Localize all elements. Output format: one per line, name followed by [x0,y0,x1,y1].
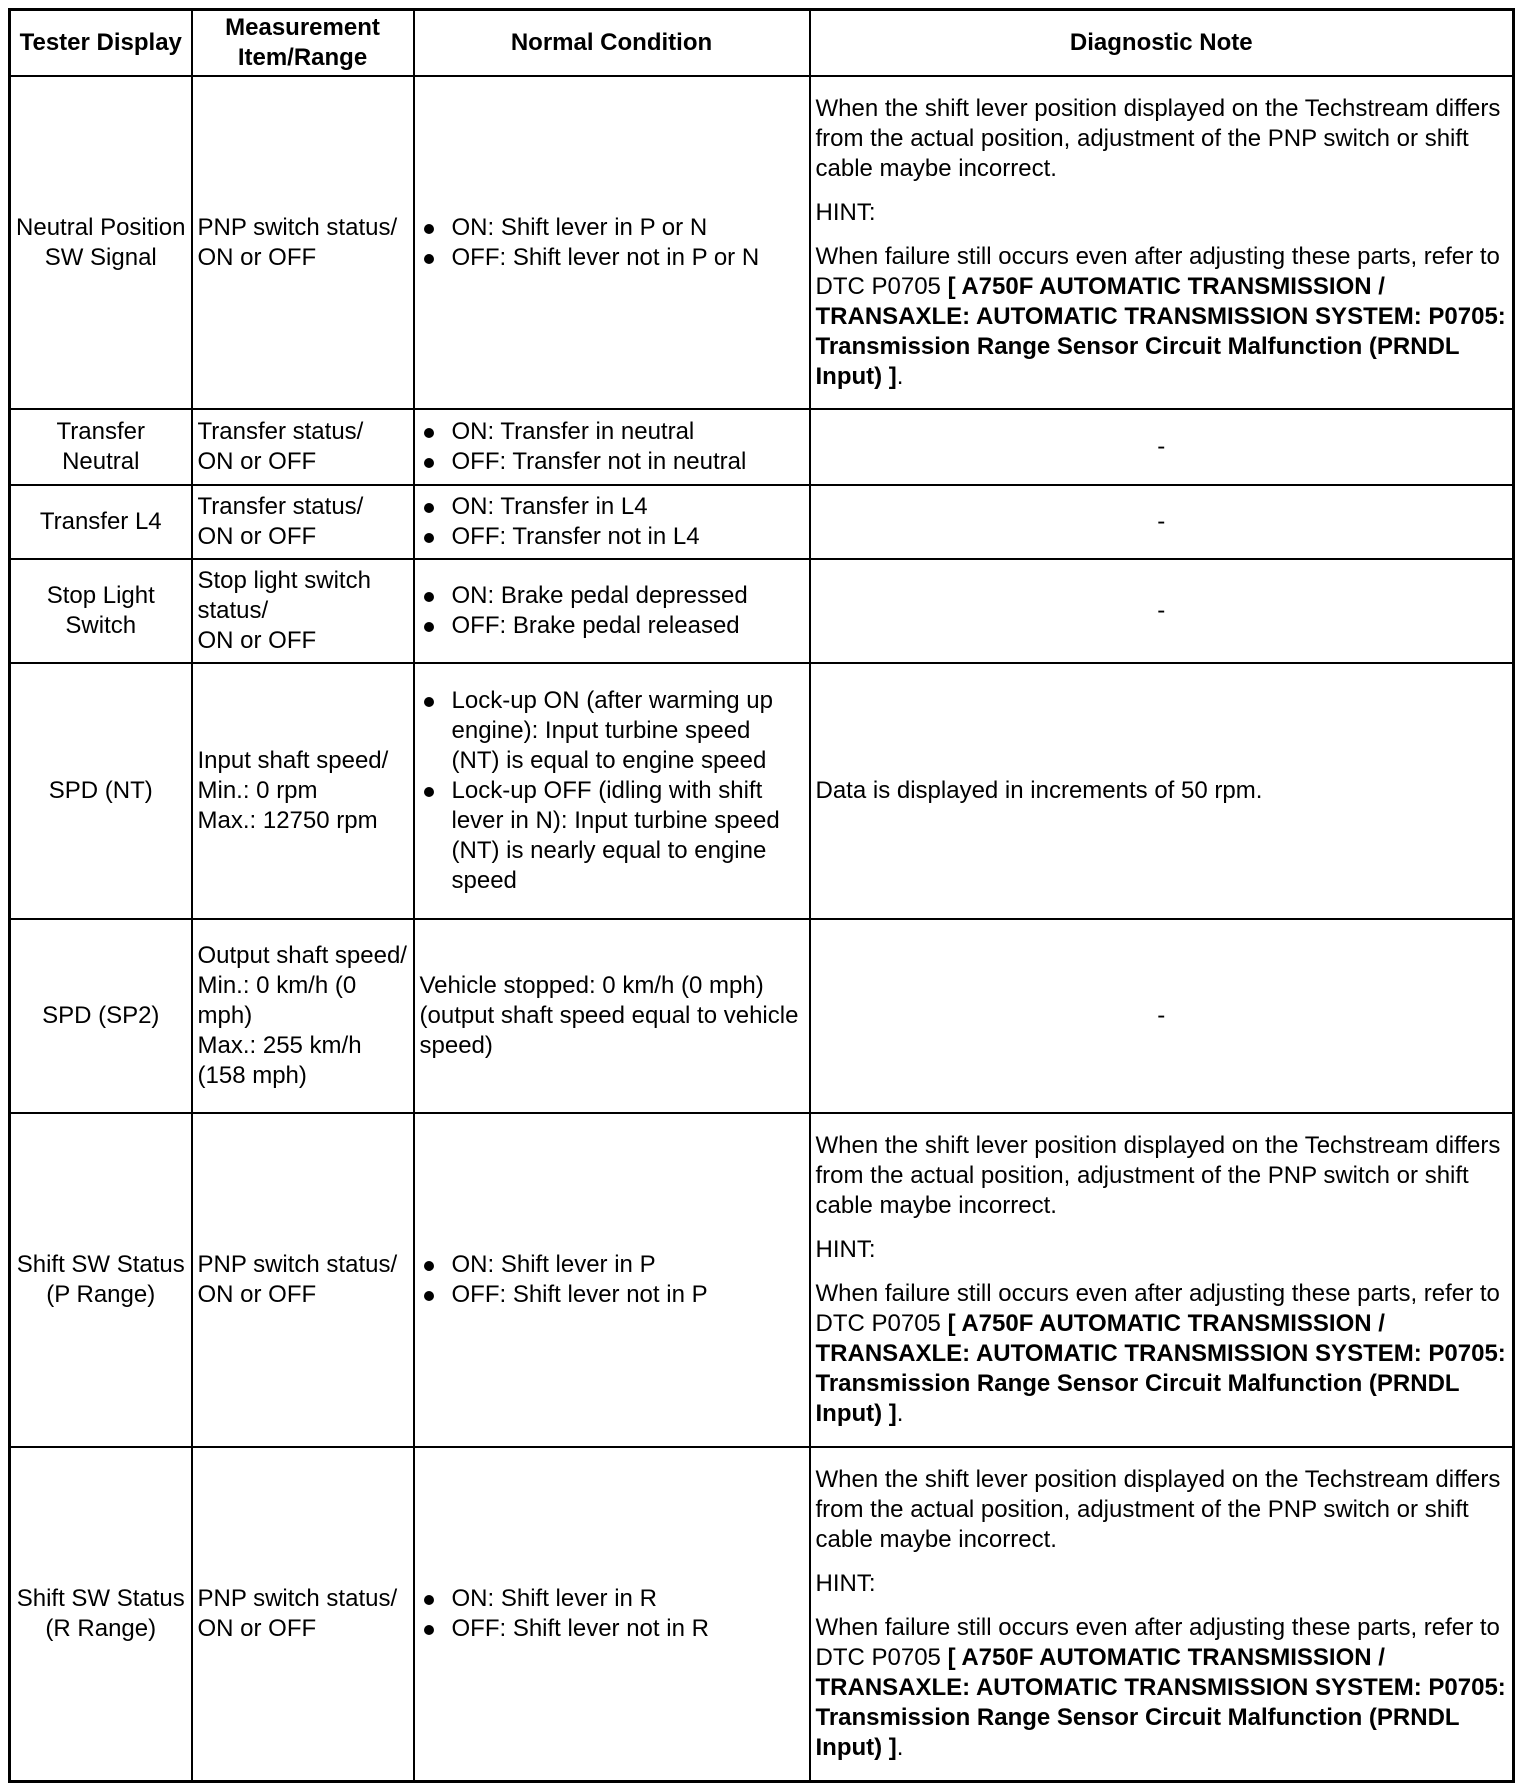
condition-item: OFF: Shift lever not in R [420,1614,804,1644]
note-failure-end: . [896,1733,904,1761]
diagnostic-note-cell: - [810,559,1514,663]
note-reference-link[interactable]: [ A750F AUTOMATIC TRANSMISSION / TRANSAXLE: AUTOMATIC TRANSMISSION SYSTEM: P0705: Transmission Range Sensor Circuit Malfunction (PRNDL Input) ] [815,1310,1506,1427]
condition-item: ON: Shift lever in P [420,1250,804,1280]
measurement-line: ON or OFF [197,1281,317,1308]
note-failure-end: . [896,1400,904,1427]
normal-condition-cell [414,1113,810,1447]
measurement-cell [192,663,414,919]
tester-display-cell: Transfer Neutral [10,409,192,485]
condition-text: Vehicle stopped: 0 km/h (0 mph) (output shaft speed equal to vehicle speed) [419,972,799,1059]
condition-list [420,417,804,477]
note-failure-text: When failure still occurs even after adjusting these parts, refer to DTC P0705 [815,1280,1500,1337]
diagnostic-note-cell: - [810,919,1514,1113]
measurement-line: PNP switch status/ [197,1584,398,1612]
measurement-cell [192,76,414,409]
measurement-line: ON or OFF [197,448,317,475]
normal-condition-cell [414,559,810,663]
table-row [10,559,1514,663]
header-diagnostic-note: Diagnostic Note [810,10,1514,77]
table-row [10,409,1514,485]
condition-item: Lock-up ON (after warming up engine): Input turbine speed (NT) is equal to engine speed [420,686,804,776]
tester-display-cell: Neutral Position SW Signal [10,76,192,409]
note-failure-text: When failure still occurs even after adjusting these parts, refer to DTC P0705 [815,242,1500,300]
note-failure-end: . [896,362,904,390]
note-failure [816,242,1508,392]
condition-list [420,581,804,641]
measurement-line: Stop light switch status/ [197,567,371,624]
condition-item: Lock-up OFF (idling with shift lever in N): Input turbine speed (NT) is nearly equal to engine speed [420,776,804,896]
note-intro: When the shift lever position displayed on the Techstream differs from the actual position, adjustment of the PNP switch or shift cable maybe incorrect. [815,94,1501,182]
measurement-cell [192,409,414,485]
measurement-cell [192,485,414,559]
condition-item: ON: Shift lever in R [420,1584,804,1614]
normal-condition-cell [414,485,810,559]
note-failure [816,1613,1508,1763]
table-row [10,76,1514,409]
normal-condition-cell [414,919,810,1113]
condition-item: OFF: Transfer not in L4 [420,522,804,552]
measurement-cell [192,559,414,663]
tester-display-cell: SPD (SP2) [10,919,192,1113]
header-normal-condition: Normal Condition [414,10,810,77]
diagnostic-note-cell [810,1113,1514,1447]
measurement-line: ON or OFF [197,523,317,550]
diagnostic-note-cell: - [810,485,1514,559]
condition-item: OFF: Brake pedal released [420,611,804,641]
condition-list [420,686,804,896]
condition-list [420,213,804,273]
header-tester-display: Tester Display [10,10,192,77]
note-intro: When the shift lever position displayed on the Techstream differs from the actual position, adjustment of the PNP switch or shift cable maybe incorrect. [815,1132,1501,1219]
tester-display-cell: SPD (NT) [10,663,192,919]
note-reference-link[interactable]: [ A750F AUTOMATIC TRANSMISSION / TRANSAXLE: AUTOMATIC TRANSMISSION SYSTEM: P0705: Transmission Range Sensor Circuit Malfunction (PRNDL Input) ] [815,272,1506,390]
measurement-line: Max.: 12750 rpm [197,807,378,834]
measurement-line: Transfer status/ [197,418,364,445]
condition-list [420,1584,804,1644]
condition-item: ON: Transfer in neutral [420,417,804,447]
note-hint: HINT: [815,1569,876,1597]
table-row [10,663,1514,919]
measurement-line: Input shaft speed/ [197,747,389,774]
condition-item: ON: Brake pedal depressed [420,581,804,611]
measurement-cell [192,919,414,1113]
normal-condition-cell [414,663,810,919]
condition-item: OFF: Transfer not in neutral [420,447,804,477]
normal-condition-cell [414,1447,810,1781]
measurement-line: Min.: 0 rpm [197,777,318,804]
measurement-line: ON or OFF [197,1614,317,1642]
table-row [10,485,1514,559]
note-failure-text: When failure still occurs even after adjusting these parts, refer to DTC P0705 [815,1613,1500,1671]
tester-display-cell: Shift SW Status (P Range) [10,1113,192,1447]
measurement-line: Output shaft speed/ [197,942,407,969]
note-hint: HINT: [815,1236,876,1263]
note-failure [816,1279,1508,1429]
diagnostic-note-cell [810,76,1514,409]
measurement-line: Min.: 0 km/h (0 mph) [197,972,357,1029]
measurement-line: PNP switch status/ [197,1251,398,1278]
diagnostic-note-cell [810,1447,1514,1781]
note-intro: When the shift lever position displayed on the Techstream differs from the actual position, adjustment of the PNP switch or shift cable maybe incorrect. [815,1465,1501,1553]
diagnostic-note-cell: Data is displayed in increments of 50 rpm. [810,663,1514,919]
normal-condition-cell [414,76,810,409]
table-body [10,76,1514,1781]
table-header-row [10,10,1514,77]
document-page [8,8,1512,1772]
header-measurement-item: Measurement Item/Range [192,10,414,77]
note-reference-link[interactable]: [ A750F AUTOMATIC TRANSMISSION / TRANSAXLE: AUTOMATIC TRANSMISSION SYSTEM: P0705: Transmission Range Sensor Circuit Malfunction (PRNDL Input) ] [815,1643,1506,1761]
measurement-line: Transfer status/ [197,493,364,520]
tester-display-cell: Stop Light Switch [10,559,192,663]
note-hint: HINT: [815,198,876,226]
tester-display-cell: Transfer L4 [10,485,192,559]
condition-list [420,1250,804,1310]
measurement-line: PNP switch status/ [197,213,398,241]
measurement-line: ON or OFF [197,627,317,654]
condition-item: ON: Shift lever in P or N [420,213,804,243]
data-list-table [8,8,1515,1783]
measurement-line: Max.: 255 km/h (158 mph) [197,1032,362,1089]
condition-item: ON: Transfer in L4 [420,492,804,522]
table-row [10,1113,1514,1447]
tester-display-cell: Shift SW Status (R Range) [10,1447,192,1781]
measurement-cell [192,1113,414,1447]
condition-item: OFF: Shift lever not in P [420,1280,804,1310]
condition-list [420,492,804,552]
diagnostic-note-cell: - [810,409,1514,485]
measurement-cell [192,1447,414,1781]
table-row [10,919,1514,1113]
condition-item: OFF: Shift lever not in P or N [420,243,804,273]
normal-condition-cell [414,409,810,485]
measurement-line: ON or OFF [197,243,317,271]
table-row [10,1447,1514,1781]
